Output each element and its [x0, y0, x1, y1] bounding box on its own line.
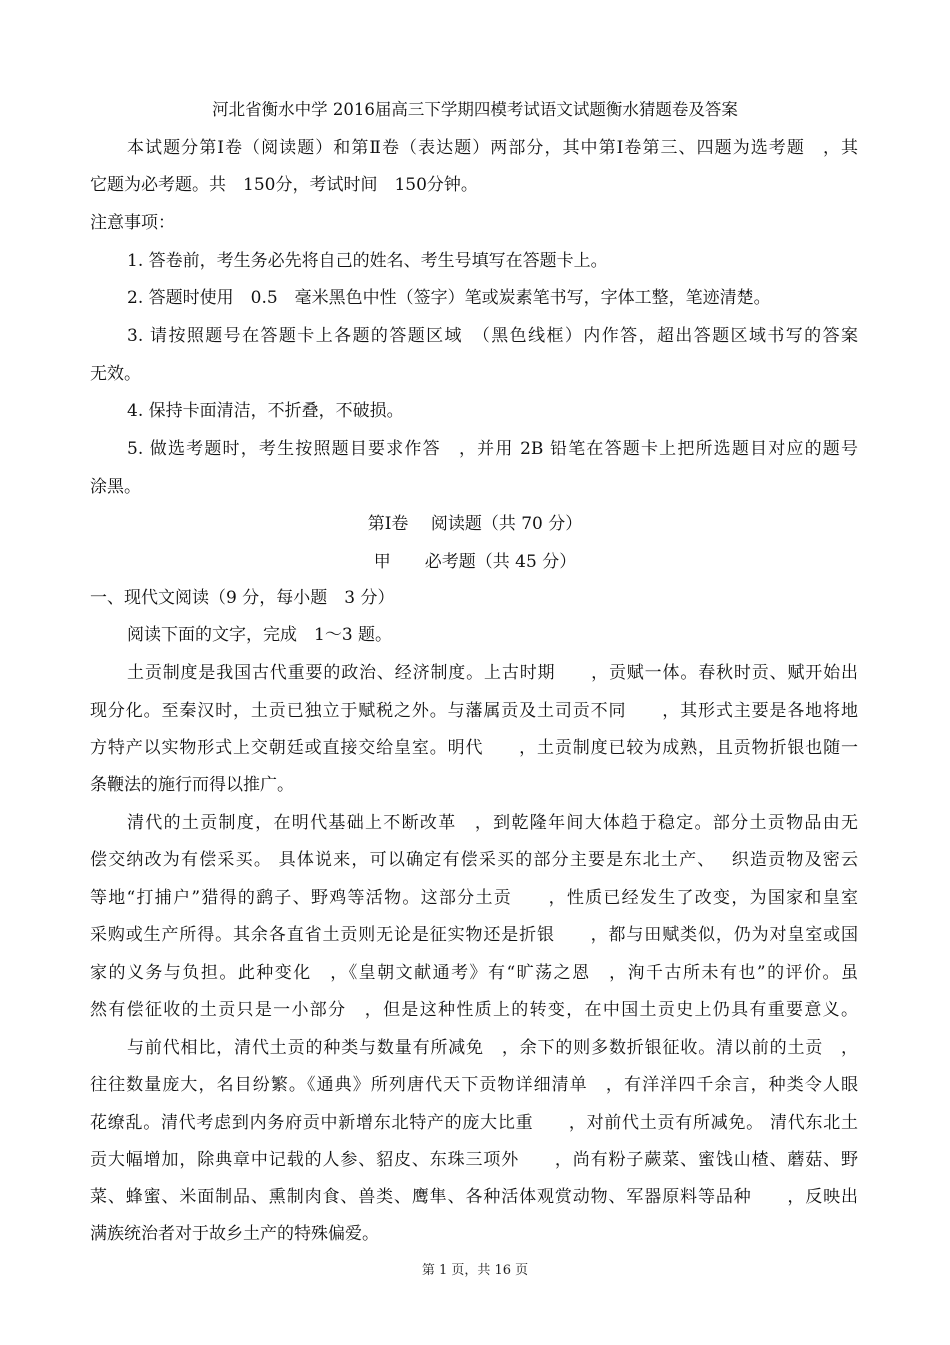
notice-item: 5. 做选考题时，考生按照题目要求作答 ，并用 2B 铅笔在答题卡上把所选题目对应的题号 [127, 439, 858, 459]
notice-item: 2. 答题时使用 0.5 毫米黑色中性（签字）笔或炭素笔书写，字体工整，笔迹清楚。 [127, 288, 771, 308]
part-heading: 一、现代文阅读（9 分，每小题 3 分） [90, 588, 395, 608]
page-footer: 第 1 页，共 16 页 [421, 1263, 529, 1278]
section-title: 第Ⅰ卷 阅读题（共 70 分） [367, 514, 583, 534]
paragraph-line: 家的义务与负担。此种变化 ，《皇朝文献通考》有“旷荡之恩 ，洵千古所未有也”的评价。虽 [90, 963, 858, 983]
intro-line: 本试题分第Ⅰ卷（阅读题）和第Ⅱ卷（表达题）两部分，其中第Ⅰ卷第三、四题为选考题 ，其 [127, 138, 858, 158]
paragraph-line: 满族统治者对于故乡土产的特殊偏爱。 [90, 1224, 379, 1244]
notice-heading: 注意事项： [90, 213, 175, 233]
paragraph-line: 菜、蜂蜜、米面制品、熏制肉食、兽类、鹰隼、各种活体观赏动物、军器原料等品种 ，反映出 [90, 1187, 858, 1207]
notice-item-continuation: 无效。 [90, 364, 141, 384]
paragraph-line: 往往数量庞大，名目纷繁。《通典》所列唐代天下贡物详细清单 ，有洋洋四千余言，种类令人眼 [90, 1075, 858, 1095]
intro-line: 它题为必考题。共 150分，考试时间 150分钟。 [90, 175, 478, 195]
paragraph-line: 土贡制度是我国古代重要的政治、经济制度。上古时期 ，贡赋一体。春秋时贡、赋开始出 [127, 663, 858, 683]
paragraph-line: 现分化。至秦汉时，土贡已独立于赋税之外。与藩属贡及土司贡不同 ，其形式主要是各地将地 [90, 701, 858, 721]
reading-instruction: 阅读下面的文字，完成 1～3 题。 [127, 625, 393, 645]
notice-item: 4. 保持卡面清洁，不折叠，不破损。 [127, 401, 404, 421]
notice-item: 3. 请按照题号在答题卡上各题的答题区域 （黑色线框）内作答，超出答题区域书写的答案 [127, 326, 858, 346]
paragraph-line: 方特产以实物形式上交朝廷或直接交给皇室。明代 ，土贡制度已较为成熟，且贡物折银也随一 [90, 738, 858, 758]
paragraph-line: 与前代相比，清代土贡的种类与数量有所减免 ，余下的则多数折银征收。清以前的土贡 ， [127, 1038, 858, 1058]
notice-item-continuation: 涂黑。 [90, 477, 141, 497]
document-title: 河北省衡水中学 2016届高三下学期四模考试语文试题衡水猜题卷及答案 [212, 100, 738, 119]
paragraph-line: 然有偿征收的土贡只是一小部分 ，但是这种性质上的转变，在中国土贡史上仍具有重要意义。 [90, 1000, 858, 1020]
paragraph-line: 条鞭法的施行而得以推广。 [90, 775, 294, 795]
paragraph-line: 等地“打捕户”猎得的鹞子、野鸡等活物。这部分土贡 ，性质已经发生了改变，为国家和皇室 [90, 888, 858, 908]
paragraph-line: 采购或生产所得。其余各直省土贡则无论是征实物还是折银 ，都与田赋类似，仍为对皇室或国 [90, 925, 858, 945]
subsection-title: 甲 必考题（共 45 分） [373, 552, 577, 572]
paragraph-line: 偿交纳改为有偿采买。 具体说来，可以确定有偿采买的部分主要是东北土产、 织造贡物及密云 [90, 850, 858, 870]
paragraph-line: 清代的土贡制度，在明代基础上不断改革 ，到乾隆年间大体趋于稳定。部分土贡物品由无 [127, 813, 858, 833]
paragraph-line: 贡大幅增加，除典章中记载的人参、貂皮、东珠三项外 ，尚有粉子蕨菜、蜜饯山楂、蘑菇、野 [90, 1150, 858, 1170]
notice-item: 1. 答卷前，考生务必先将自己的姓名、考生号填写在答题卡上。 [127, 251, 608, 271]
paragraph-line: 花缭乱。清代考虑到内务府贡中新增东北特产的庞大比重 ，对前代土贡有所减免。 清代东北土 [90, 1113, 858, 1133]
